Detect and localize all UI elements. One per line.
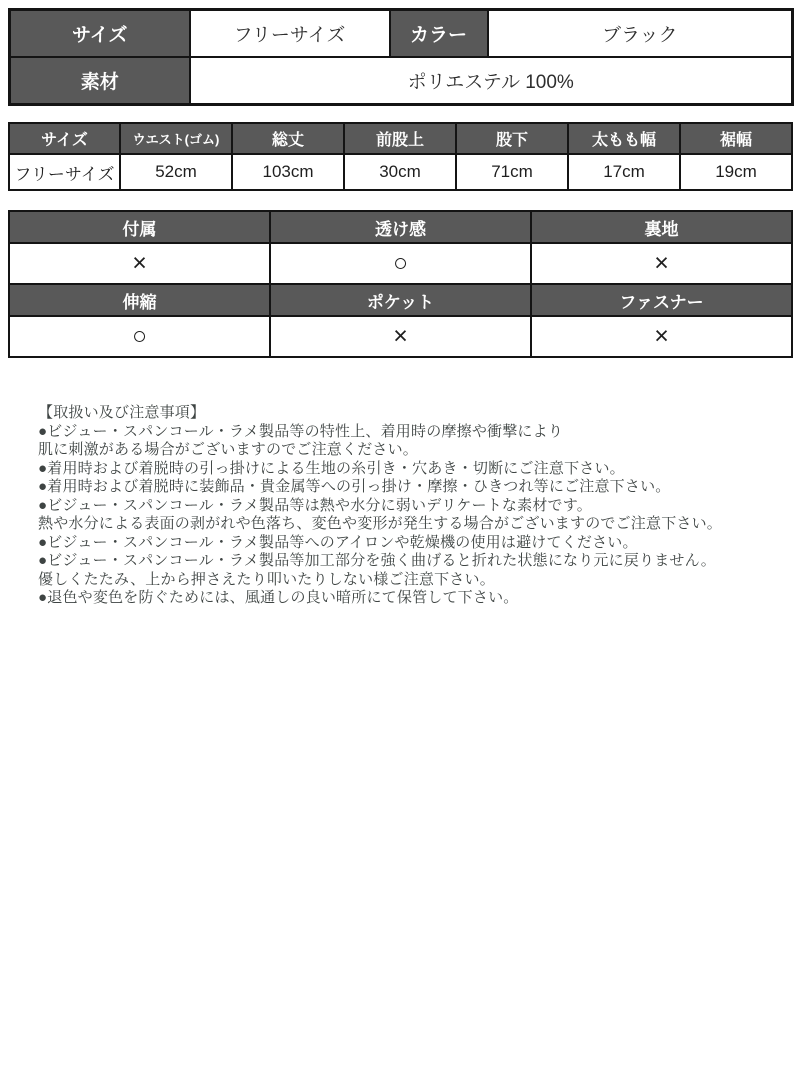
- cell-sheerness-flag: ○: [270, 243, 531, 284]
- spec-row-material: [10, 57, 793, 105]
- col-header-waist: ウエスト(ゴム): [120, 123, 232, 154]
- care-note-line: ●退色や変色を防ぐためには、風通しの良い暗所にて保管して下さい。: [38, 589, 519, 606]
- color-value-cell: ブラック: [488, 10, 793, 58]
- col-header-lining: 裏地: [531, 211, 792, 243]
- col-header-accessories: 付属: [9, 211, 270, 243]
- care-notes-section: [38, 404, 751, 608]
- col-header-size: サイズ: [9, 123, 120, 154]
- size-label-cell: サイズ: [10, 10, 190, 58]
- cell-pocket-flag: ×: [270, 316, 531, 357]
- measurements-table: [8, 122, 793, 191]
- features-value-row-1: [9, 243, 792, 284]
- material-label-cell: 素材: [10, 57, 190, 105]
- care-note-line: 熱や水分による表面の剥がれや色落ち、変色や変形が発生する場合がございますのでご注意下さい。: [38, 515, 723, 532]
- size-value-cell: フリーサイズ: [190, 10, 390, 58]
- care-note-line: ●ビジュー・スパンコール・ラメ製品等加工部分を強く曲げると折れた状態になり元に戻りません。: [38, 552, 716, 569]
- care-note-line: ●着用時および着脱時の引っ掛けによる生地の糸引き・穴あき・切断にご注意下さい。: [38, 459, 625, 477]
- col-header-front-rise: 前股上: [344, 123, 456, 154]
- cell-accessories-flag: ×: [9, 243, 270, 284]
- cell-stretch-flag: ○: [9, 316, 270, 357]
- cell-total-length: 103cm: [232, 154, 344, 190]
- col-header-total-length: 総丈: [232, 123, 344, 154]
- col-header-hem-width: 裾幅: [680, 123, 792, 154]
- measurements-header-row: [9, 123, 792, 154]
- cell-waist: 52cm: [120, 154, 232, 190]
- care-note-line: 優しくたたみ、上から押さえたり叩いたりしない様ご注意下さい。: [38, 570, 495, 588]
- cell-size-name: フリーサイズ: [9, 154, 120, 190]
- care-notes-title: 【取扱い及び注意事項】: [38, 404, 206, 421]
- care-note-line: ●ビジュー・スパンコール・ラメ製品等は熱や水分に弱いデリケートな素材です。: [38, 496, 592, 514]
- spec-row-size-color: [10, 10, 793, 58]
- spec-table: [8, 8, 794, 106]
- col-header-sheerness: 透け感: [270, 211, 531, 243]
- col-header-inseam: 股下: [456, 123, 568, 154]
- cell-hem-width: 19cm: [680, 154, 792, 190]
- col-header-stretch: 伸縮: [9, 284, 270, 316]
- material-value-cell: ポリエステル 100%: [190, 57, 793, 105]
- care-note-line: ●ビジュー・スパンコール・ラメ製品等の特性上、着用時の摩擦や衝撃により: [38, 422, 564, 440]
- cell-lining-flag: ×: [531, 243, 792, 284]
- care-note-line: 肌に刺激がある場合がございますのでご注意ください。: [38, 441, 419, 458]
- cell-inseam: 71cm: [456, 154, 568, 190]
- cell-zipper-flag: ×: [531, 316, 792, 357]
- cell-front-rise: 30cm: [344, 154, 456, 190]
- col-header-pocket: ポケット: [270, 284, 531, 316]
- col-header-thigh-width: 太もも幅: [568, 123, 680, 154]
- care-note-line: ●ビジュー・スパンコール・ラメ製品等へのアイロンや乾燥機の使用は避けてください。: [38, 533, 638, 551]
- cell-thigh-width: 17cm: [568, 154, 680, 190]
- features-header-row-1: [9, 211, 792, 243]
- features-table: [8, 210, 793, 358]
- col-header-zipper: ファスナー: [531, 284, 792, 316]
- care-note-line: ●着用時および着脱時に装飾品・貴金属等への引っ掛け・摩擦・ひきつれ等にご注意下さい。: [38, 478, 671, 495]
- features-value-row-2: [9, 316, 792, 357]
- features-header-row-2: [9, 284, 792, 316]
- measurements-value-row: [9, 154, 792, 190]
- color-label-cell: カラー: [390, 10, 488, 58]
